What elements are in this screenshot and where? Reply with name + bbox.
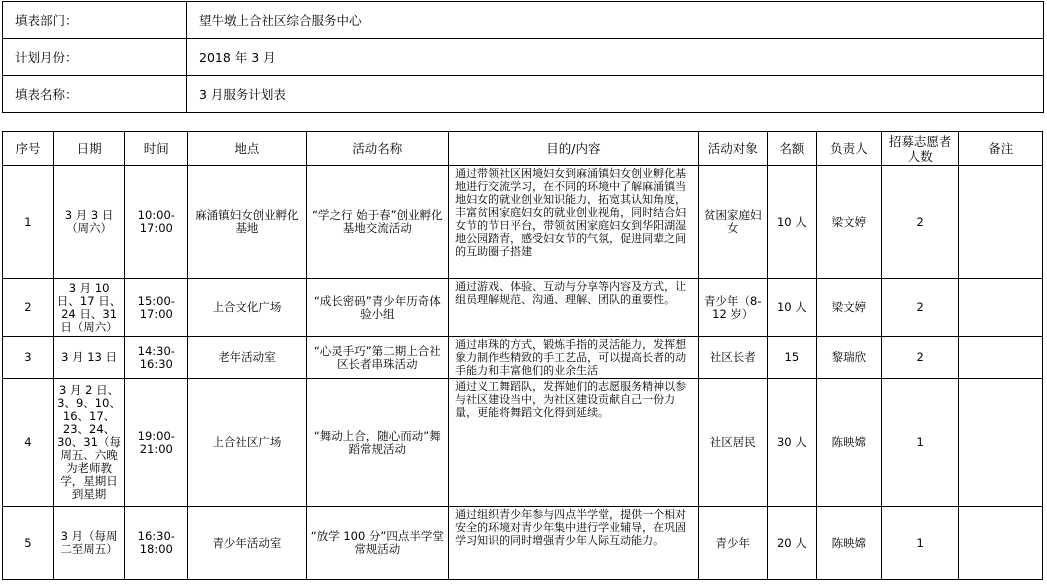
quota-cell [767, 507, 816, 580]
activity-name-cell-text: “舞动上合，随心而动”舞蹈常规活动 [313, 429, 441, 456]
time-cell [125, 279, 188, 337]
activity-name-cell-text: “学之行 始于春”创业孵化基地交流活动 [312, 209, 443, 235]
time-cell-text: 19:00-21:00 [137, 429, 175, 456]
content-cell [449, 166, 699, 279]
content-cell-text: 通过串珠的方式，锻炼手指的灵活能力，发挥想象力制作些精致的手工艺品，可以提高长者的动手能力和丰富他们的业余生活 [455, 338, 687, 377]
volunteers-cell [881, 337, 958, 379]
note-cell [959, 507, 1043, 580]
row-number-text: 4 [24, 436, 32, 449]
row-number-text: 3 [24, 351, 32, 364]
content-cell [449, 337, 699, 379]
info-label: 填表部门： [3, 2, 187, 39]
owner-cell [816, 337, 881, 379]
row-number [3, 166, 54, 279]
volunteers-cell-text: 2 [916, 301, 924, 314]
table-header-row [3, 132, 1043, 166]
column-header: 时间 [125, 132, 188, 166]
row-number-text: 5 [24, 536, 32, 550]
column-header: 地点 [188, 132, 306, 166]
note-cell [959, 279, 1043, 337]
table-row [3, 166, 1043, 279]
note-cell [959, 166, 1043, 279]
column-header: 负责人 [816, 132, 881, 166]
target-cell-text: 青少年（8-12 岁） [704, 294, 762, 321]
table-row [3, 379, 1043, 507]
row-number-text: 1 [24, 215, 32, 229]
owner-cell [816, 507, 881, 580]
info-label: 计划月份： [3, 39, 187, 76]
volunteers-cell [881, 379, 958, 507]
owner-cell [816, 279, 881, 337]
volunteers-cell [881, 507, 958, 580]
row-number [3, 337, 54, 379]
quota-cell [767, 379, 816, 507]
volunteers-cell-text: 2 [916, 215, 924, 229]
time-cell [125, 379, 188, 507]
table-row [3, 337, 1043, 379]
info-row [3, 76, 1044, 113]
place-cell [188, 507, 306, 580]
row-number [3, 279, 54, 337]
target-cell-text: 社区居民 [709, 436, 756, 449]
content-cell-text: 通过义工舞蹈队，发挥她们的志愿服务精神以参与社区建设当中，为社区建设贡献自己一份力量，更能将舞蹈文化得到延续。 [455, 380, 687, 419]
service-plan-table [2, 131, 1043, 580]
volunteers-cell-text: 1 [916, 436, 924, 449]
owner-cell-text: 梁文婷 [831, 215, 867, 229]
time-cell [125, 507, 188, 580]
time-cell [125, 166, 188, 279]
date-cell [53, 507, 124, 580]
column-header: 活动对象 [698, 132, 767, 166]
place-cell [188, 279, 306, 337]
quota-cell [767, 279, 816, 337]
row-number-text: 2 [24, 301, 32, 314]
date-cell [53, 279, 124, 337]
content-cell-text: 通过游戏、体验、互动与分享等内容及方式，让组员理解规范、沟通、理解、团队的重要性。 [455, 280, 687, 306]
table-row [3, 507, 1043, 580]
note-cell [959, 379, 1043, 507]
date-cell-text: 3 月 10 日、17 日、24 日、31 日（周六） [56, 281, 122, 334]
quota-cell-text: 20 人 [776, 536, 807, 550]
target-cell [698, 379, 767, 507]
content-cell [449, 379, 699, 507]
target-cell [698, 166, 767, 279]
quota-cell [767, 337, 816, 379]
info-row [3, 39, 1044, 76]
column-header: 序号 [3, 132, 54, 166]
activity-name-cell [306, 507, 449, 580]
owner-cell-text: 梁文婷 [831, 301, 867, 314]
quota-cell-text: 15 [784, 351, 800, 364]
column-header: 名额 [767, 132, 816, 166]
activity-name-cell-text: “成长密码”青少年历奇体验小组 [313, 294, 441, 321]
info-value: 2018 年 3 月 [187, 39, 1044, 76]
place-cell-text: 青少年活动室 [212, 536, 282, 550]
quota-cell-text: 30 人 [776, 436, 807, 449]
owner-cell [816, 379, 881, 507]
place-cell [188, 166, 306, 279]
place-cell [188, 337, 306, 379]
volunteers-cell-text: 1 [916, 536, 924, 550]
content-cell [449, 507, 699, 580]
date-cell [53, 337, 124, 379]
target-cell [698, 337, 767, 379]
date-cell-text: 3 月 3 日（周六） [64, 209, 114, 235]
content-cell-text: 通过组织青少年参与四点半学堂，提供一个相对安全的环境对青少年集中进行学业辅导，在巩固学习知识的同时增强青少年人际互动能力。 [455, 508, 687, 547]
activity-name-cell-text: “心灵手巧”第二期上合社区长者串珠活动 [313, 344, 441, 371]
place-cell [188, 379, 306, 507]
target-cell [698, 507, 767, 580]
quota-cell-text: 10 人 [776, 215, 807, 229]
place-cell-text: 麻涌镇妇女创业孵化基地 [195, 209, 299, 235]
date-cell [53, 166, 124, 279]
quota-cell [767, 166, 816, 279]
row-number [3, 379, 54, 507]
target-cell-text: 社区长者 [709, 351, 756, 364]
info-value: 望牛墩上合社区综合服务中心 [187, 2, 1044, 39]
date-cell-text: 3 月（每周二至周五） [60, 530, 118, 556]
column-header: 招募志愿者人数 [881, 132, 958, 166]
date-cell-text: 3 月 2 日、3、9、10、16、17、23、24、30、31（每周五、六晚为老师教学，星期日到星期 [57, 384, 121, 501]
column-header: 备注 [959, 132, 1043, 166]
info-value: 3 月服务计划表 [187, 76, 1044, 113]
table-row [3, 279, 1043, 337]
volunteers-cell [881, 279, 958, 337]
date-cell-text: 3 月 13 日 [61, 351, 118, 364]
volunteers-cell-text: 2 [916, 351, 924, 364]
target-cell [698, 279, 767, 337]
activity-name-cell [306, 166, 449, 279]
owner-cell-text: 黎瑞欣 [831, 351, 867, 364]
row-number [3, 507, 54, 580]
time-cell-text: 14:30-16:30 [137, 344, 175, 371]
info-label: 填表名称： [3, 76, 187, 113]
time-cell-text: 10:00-17:00 [137, 209, 175, 235]
owner-cell-text: 陈映嫦 [831, 436, 867, 449]
target-cell-text: 青少年 [715, 536, 751, 550]
time-cell [125, 337, 188, 379]
owner-cell [816, 166, 881, 279]
owner-cell-text: 陈映嫦 [831, 536, 867, 550]
activity-name-cell [306, 337, 449, 379]
date-cell [53, 379, 124, 507]
quota-cell-text: 10 人 [776, 301, 807, 314]
activity-name-cell [306, 279, 449, 337]
activity-name-cell-text: “放学 100 分”四点半学堂常规活动 [310, 530, 444, 556]
target-cell-text: 贫困家庭妇女 [704, 209, 762, 235]
place-cell-text: 上合社区广场 [212, 436, 282, 449]
activity-name-cell [306, 379, 449, 507]
content-cell [449, 279, 699, 337]
note-cell [959, 337, 1043, 379]
column-header: 活动名称 [306, 132, 449, 166]
time-cell-text: 16:30-18:00 [137, 530, 175, 556]
column-header: 日期 [53, 132, 124, 166]
place-cell-text: 老年活动室 [218, 351, 276, 364]
column-header: 目的/内容 [449, 132, 699, 166]
place-cell-text: 上合文化广场 [212, 301, 282, 314]
time-cell-text: 15:00-17:00 [137, 294, 175, 321]
plan-info-table [2, 1, 1044, 113]
content-cell-text: 通过带领社区困境妇女到麻涌镇妇女创业孵化基地进行交流学习，在不同的环境中了解麻涌镇当地妇女的就业创业知识能力，拓宽其认知角度，丰富贫困家庭妇女的就业创业视角，同时结合妇女节的节日平台，带领贫困家庭妇女到华阳湖湿地公园踏青，感受妇女节的气氛，促进同辈之间的互助圈子搭建 [455, 167, 687, 258]
volunteers-cell [881, 166, 958, 279]
info-row [3, 2, 1044, 39]
